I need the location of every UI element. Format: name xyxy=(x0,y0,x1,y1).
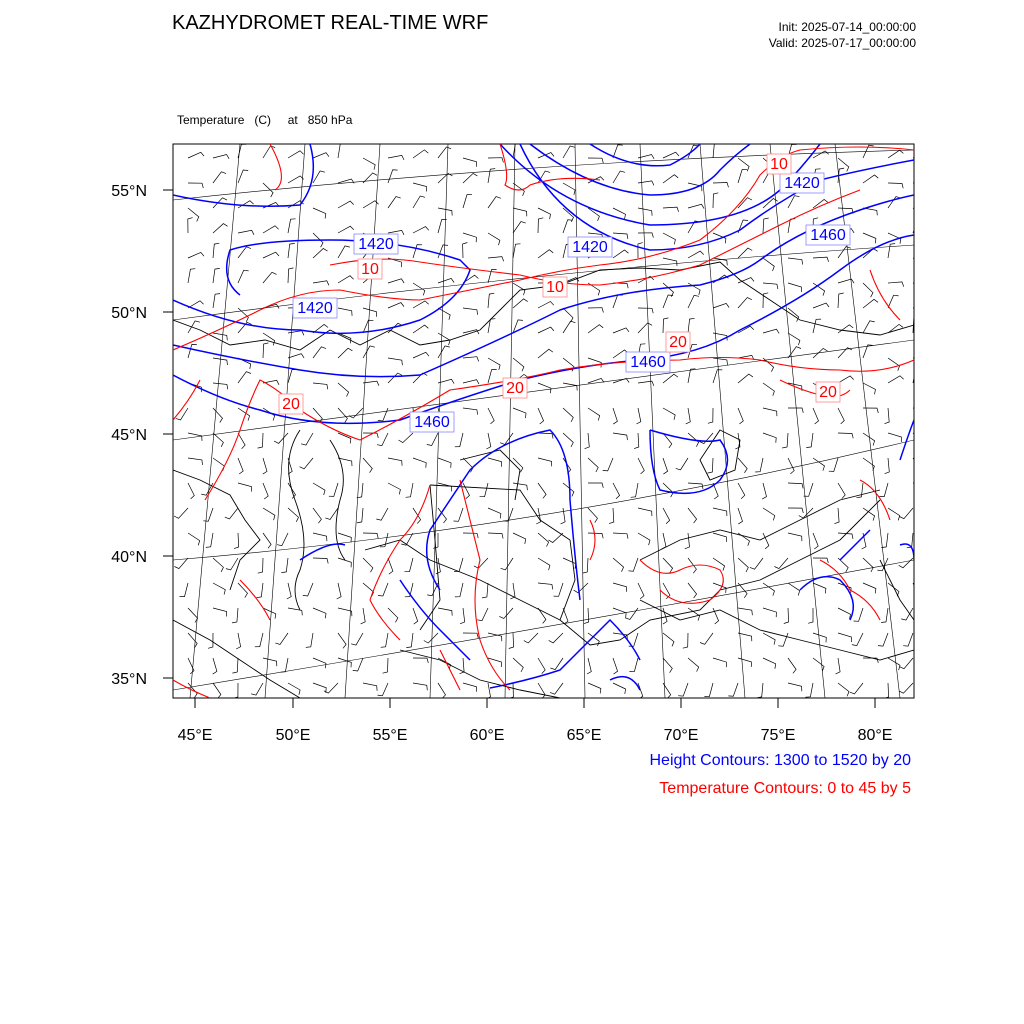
svg-text:20: 20 xyxy=(282,396,300,413)
temperature-label xyxy=(358,259,382,279)
height-label xyxy=(568,237,612,257)
height-label xyxy=(806,225,850,245)
svg-text:1460: 1460 xyxy=(414,414,450,431)
temperature-label xyxy=(279,394,303,414)
svg-text:10: 10 xyxy=(546,279,564,296)
height-label xyxy=(626,352,670,372)
temperature-label xyxy=(543,277,567,297)
wind-barb xyxy=(913,356,929,361)
lat-label: 40°N xyxy=(111,549,147,566)
height-label xyxy=(293,298,337,318)
svg-text:1460: 1460 xyxy=(630,354,666,371)
svg-text:1460: 1460 xyxy=(810,227,846,244)
svg-text:20: 20 xyxy=(669,334,687,351)
lon-label: 60°E xyxy=(469,727,505,744)
lat-label: 50°N xyxy=(111,305,147,322)
height-label xyxy=(410,412,454,432)
wind-barb xyxy=(913,258,925,270)
wind-barb xyxy=(913,308,928,313)
svg-text:20: 20 xyxy=(506,380,524,397)
lon-label: 45°E xyxy=(177,727,213,744)
svg-text:1420: 1420 xyxy=(572,239,608,256)
height-contour-legend: Height Contours: 1300 to 1520 by 20 xyxy=(649,752,911,769)
latitude-axis xyxy=(163,190,173,678)
svg-text:10: 10 xyxy=(770,156,788,173)
lon-label: 50°E xyxy=(275,727,311,744)
temperature-label xyxy=(503,378,527,398)
wind-barb xyxy=(913,154,929,158)
height-label xyxy=(354,234,398,254)
init-time: Init: 2025-07-14_00:00:00 xyxy=(778,20,916,34)
svg-text:10: 10 xyxy=(361,261,379,278)
lon-label: 80°E xyxy=(857,727,893,744)
svg-text:20: 20 xyxy=(819,384,837,401)
lon-label: 75°E xyxy=(760,727,796,744)
wind-barb xyxy=(913,483,927,491)
temperature-label xyxy=(767,154,791,174)
lat-label: 35°N xyxy=(111,671,147,688)
svg-text:1420: 1420 xyxy=(358,236,394,253)
valid-time: Valid: 2025-07-17_00:00:00 xyxy=(768,36,916,50)
temperature-label xyxy=(816,382,840,402)
map-title: KAZHYDROMET REAL-TIME WRF xyxy=(172,12,489,34)
svg-text:1420: 1420 xyxy=(784,175,820,192)
temperature-field-label: Temperature (C) at 850 hPa xyxy=(177,113,353,127)
wind-barb xyxy=(913,408,927,416)
lon-label: 65°E xyxy=(566,727,602,744)
lat-label: 45°N xyxy=(111,427,147,444)
lat-label: 55°N xyxy=(111,183,147,200)
temperature-contour-legend: Temperature Contours: 0 to 45 by 5 xyxy=(659,780,911,797)
longitude-axis xyxy=(195,698,875,708)
wind-barb xyxy=(913,182,929,187)
wind-barb xyxy=(913,283,926,293)
wind-barb xyxy=(913,208,924,222)
lon-label: 70°E xyxy=(663,727,699,744)
temperature-label xyxy=(666,332,690,352)
lon-label: 55°E xyxy=(372,727,408,744)
svg-text:1420: 1420 xyxy=(297,300,333,317)
height-label xyxy=(780,173,824,193)
